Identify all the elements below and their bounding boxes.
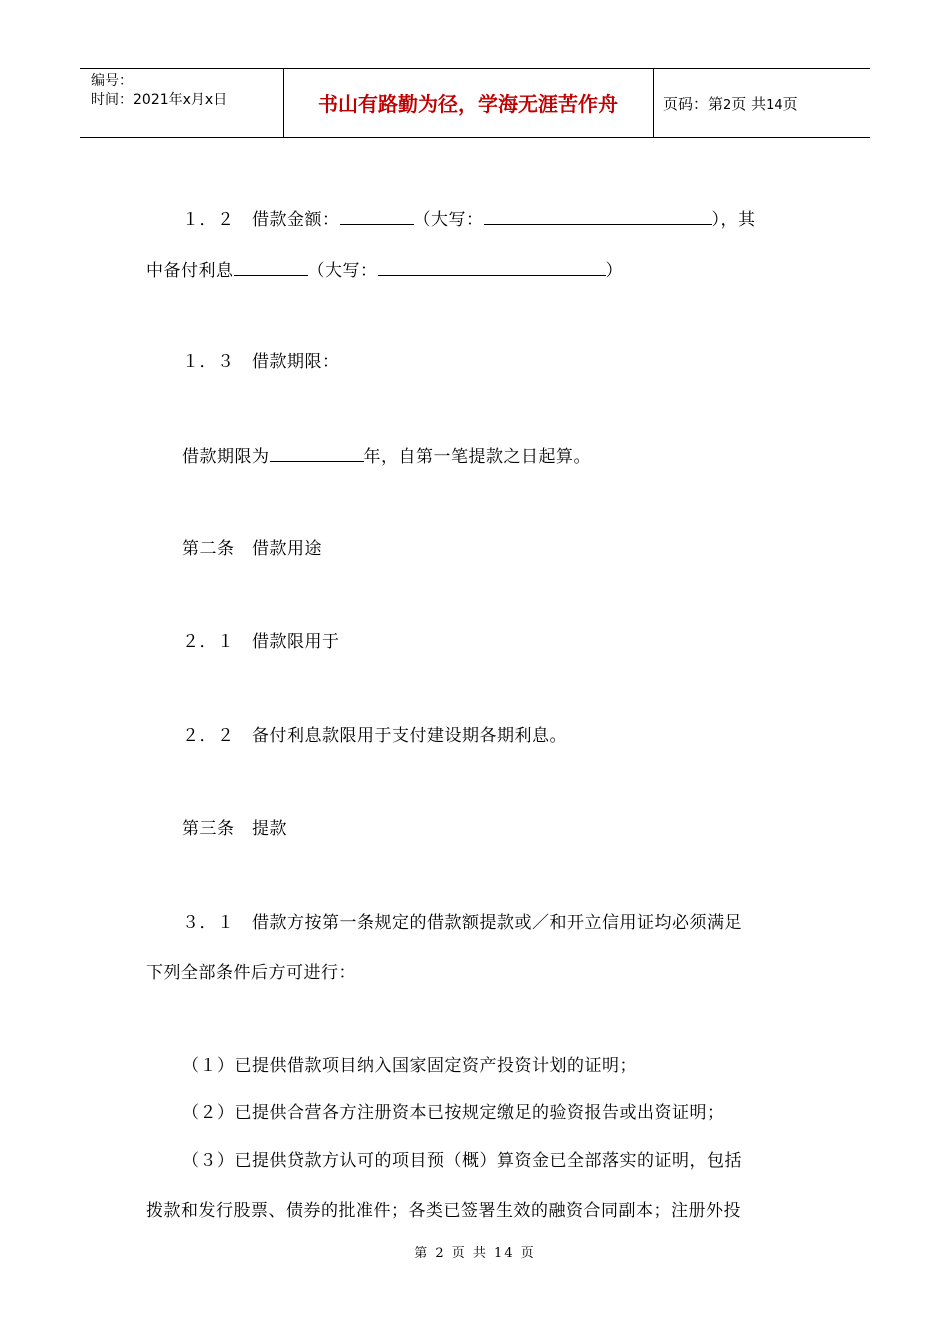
- reserve-interest-uppercase-blank: [378, 257, 606, 276]
- page-current: 2: [723, 98, 732, 113]
- document-number-label: 编号：: [91, 73, 133, 89]
- clause-close-paren: ）: [605, 261, 623, 281]
- condition-1-line: （１）已提供借款项目纳入国家固定资产投资计划的证明；: [182, 1056, 637, 1076]
- clause-1-2-continuation: [146, 257, 623, 283]
- page-mid: 页 共: [731, 95, 767, 113]
- header-page-cell: [653, 69, 870, 137]
- header-meta-cell: [80, 69, 284, 137]
- article-3-heading: 第三条 提款: [182, 819, 287, 839]
- header-motto-cell: [283, 69, 654, 137]
- header-page-info: [663, 95, 798, 115]
- condition-3-line: （３）已提供贷款方认可的项目预（概）算资金已全部落实的证明，包括: [182, 1151, 742, 1171]
- page-prefix: 页码：第: [663, 95, 724, 113]
- reserve-interest-blank: [234, 257, 308, 276]
- page-suffix: 页: [782, 95, 798, 113]
- article-2-heading: 第二条 借款用途: [182, 539, 322, 559]
- loan-term-tail: 年，自第一笔提款之日起算。: [363, 447, 591, 467]
- clause-1-2-line: [182, 206, 756, 232]
- loan-term-label: 借款期限为: [182, 447, 270, 467]
- loan-amount-uppercase-blank: [484, 206, 712, 225]
- document-time-label: 时间：2021年x月x日: [91, 92, 228, 108]
- loan-term-line: [182, 443, 591, 469]
- page-footer: 第 2 页 共 14 页: [414, 1246, 536, 1261]
- uppercase-label: （大写：: [413, 210, 484, 230]
- page-header: [80, 68, 870, 138]
- loan-amount-label: １．２ 借款金额：: [182, 210, 340, 230]
- clause-1-3-heading: １．３ 借款期限：: [182, 352, 340, 372]
- clause-3-1-line: ３．１ 借款方按第一条规定的借款额提款或／和开立信用证均必须满足: [182, 913, 742, 933]
- page-total: 14: [766, 98, 783, 113]
- condition-2-line: （２）已提供合营各方注册资本已按规定缴足的验资报告或出资证明；: [182, 1103, 725, 1123]
- reserve-interest-label: 中备付利息: [146, 261, 234, 281]
- clause-1-2-tail: ），其: [711, 210, 756, 230]
- clause-3-1-continuation: 下列全部条件后方可进行：: [146, 963, 356, 983]
- header-motto: 书山有路勤为径，学海无涯苦作舟: [318, 92, 618, 116]
- loan-term-blank: [270, 443, 364, 462]
- condition-3-continuation: 拨款和发行股票、债券的批准件；各类已签署生效的融资合同副本；注册外投: [146, 1201, 741, 1221]
- uppercase-label-2: （大写：: [307, 261, 378, 281]
- clause-2-2-line: ２．２ 备付利息款限用于支付建设期各期利息。: [182, 726, 567, 746]
- loan-amount-blank: [340, 206, 414, 225]
- clause-2-1-line: ２．１ 借款限用于: [182, 632, 340, 652]
